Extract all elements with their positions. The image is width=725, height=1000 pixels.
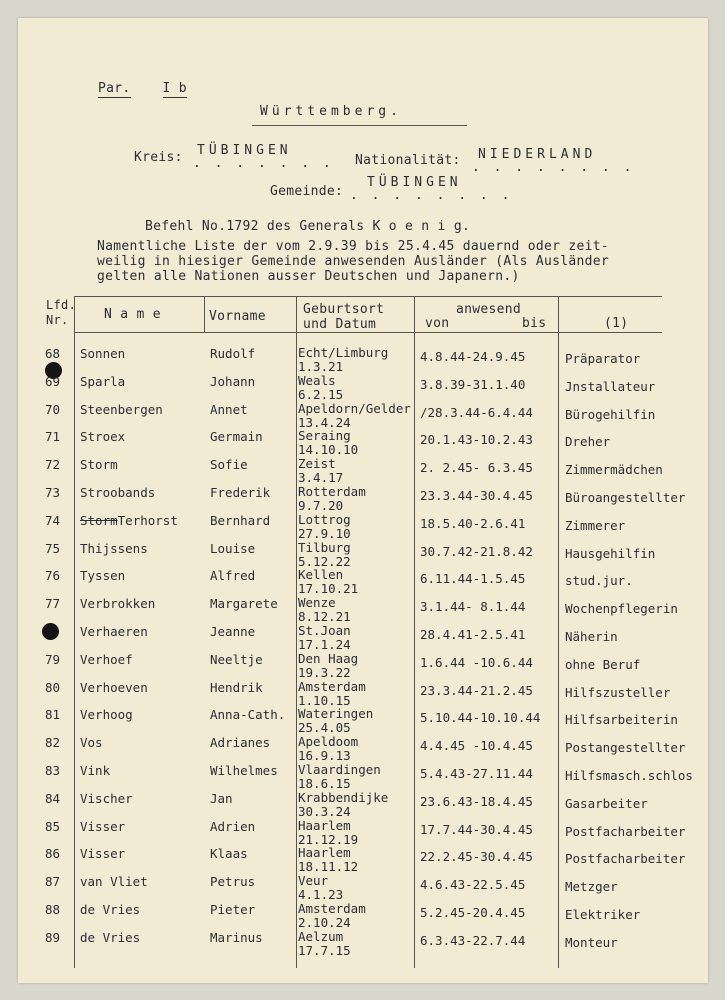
cell-name-text: Visser — [80, 818, 126, 834]
cell-geburtsdatum: 8.12.21 — [298, 609, 351, 625]
cell-name-text: Steenbergen — [80, 401, 163, 417]
cell-vorname: Frederik — [210, 485, 271, 500]
cell-geburtsort: Krabbendijke — [298, 789, 389, 805]
cell-anwesend: 18.5.40-2.6.41 — [420, 515, 526, 531]
cell-name-text: Sonnen — [80, 346, 126, 361]
table-row — [0, 845, 725, 873]
cell-geburtsdatum: 21.12.19 — [298, 831, 359, 847]
cell-name — [80, 930, 140, 945]
nationality-value: NIEDERLAND — [478, 147, 597, 162]
cell-geburtsort: Tilburg — [298, 539, 351, 555]
cell-anwesend: 6.3.43-22.7.44 — [420, 932, 526, 948]
cell-nr: 81 — [45, 707, 61, 723]
cell-anwesend: 28.4.41-2.5.41 — [420, 627, 526, 642]
cell-name-text: Thijssens — [80, 540, 148, 556]
cell-anwesend: 3.1.44- 8.1.44 — [420, 599, 526, 615]
cell-geburtsdatum: 18.6.15 — [298, 776, 351, 791]
cell-nr: 86 — [45, 846, 61, 862]
cell-geburtsort: St.Joan — [298, 623, 351, 638]
cell-geburtsort: Amsterdam — [298, 901, 366, 916]
table-row — [0, 540, 725, 568]
table-row — [0, 873, 725, 901]
cell-geburtsdatum: 1.10.15 — [298, 692, 351, 708]
cell-geburtsdatum: 17.10.21 — [298, 581, 359, 597]
gemeinde-dots: . . . . . . . . — [350, 188, 513, 203]
cell-name — [80, 680, 148, 695]
cell-geburtsdatum: 4.1.23 — [298, 887, 344, 903]
cell-name-text: Verhoeven — [80, 679, 148, 695]
cell-name-text: Verbrokken — [80, 596, 156, 612]
cell-beruf: Jnstallateur — [565, 378, 656, 394]
table-row — [0, 456, 725, 484]
cell-geburtsdatum: 5.12.22 — [298, 553, 351, 569]
table-row — [0, 345, 725, 373]
table-row — [0, 790, 725, 818]
cell-name — [80, 513, 178, 528]
col-header-nr: Nr. — [46, 313, 69, 327]
cell-name-text: Sparla — [80, 373, 126, 389]
cell-name — [80, 902, 140, 917]
cell-name — [80, 707, 133, 722]
kreis-label: Kreis: — [134, 150, 183, 165]
kreis-dots: . . . . . . . — [193, 156, 334, 171]
gemeinde-label: Gemeinde: — [270, 184, 344, 199]
cell-nr: 89 — [45, 929, 61, 945]
cell-nr: 83 — [45, 763, 61, 778]
col-header-geburtsort: Geburtsort — [303, 302, 385, 317]
cell-geburtsort: Weals — [298, 372, 336, 388]
cell-name — [80, 596, 155, 611]
cell-anwesend: 3.8.39-31.1.40 — [420, 376, 526, 392]
cell-nr: 68 — [45, 346, 61, 361]
cell-name-text: van Vliet — [80, 874, 148, 890]
cell-anwesend: 17.7.44-30.4.45 — [420, 821, 533, 837]
cell-anwesend: /28.3.44-6.4.44 — [420, 404, 533, 420]
cell-name — [80, 624, 148, 639]
cell-name — [80, 541, 148, 556]
cell-beruf: ohne Beruf — [565, 656, 641, 672]
cell-geburtsort: Apeldoom — [298, 734, 359, 750]
cell-vorname: Bernhard — [210, 512, 271, 528]
cell-vorname: Petrus — [210, 874, 256, 890]
cell-name-text: Vos — [80, 735, 103, 751]
col-header-vorname: Vorname — [209, 309, 266, 324]
cell-geburtsdatum: 17.1.24 — [298, 637, 351, 652]
cell-name — [80, 485, 155, 500]
cell-vorname: Louise — [210, 540, 256, 556]
cell-geburtsdatum: 6.2.15 — [298, 386, 344, 402]
cell-geburtsort: Haarlem — [298, 845, 351, 861]
cell-anwesend: 23.6.43-18.4.45 — [420, 793, 533, 809]
table-row — [0, 512, 725, 540]
col-header-anwesend: anwesend — [456, 302, 522, 317]
cell-beruf: Monteur — [565, 934, 618, 950]
cell-beruf: Postfacharbeiter — [565, 823, 686, 839]
cell-name-text: Stroex — [80, 429, 126, 445]
cell-geburtsort: Rotterdam — [298, 484, 366, 499]
cell-name — [80, 429, 125, 444]
cell-beruf: Gasarbeiter — [565, 795, 648, 811]
cell-beruf: Postfacharbeiter — [565, 851, 686, 867]
cell-geburtsdatum: 3.4.17 — [298, 470, 344, 486]
cell-anwesend: 4.4.45 -10.4.45 — [420, 738, 533, 754]
table-row — [0, 734, 725, 762]
cell-anwesend: 23.3.44-21.2.45 — [420, 682, 533, 698]
cell-anwesend: 4.8.44-24.9.45 — [420, 349, 526, 364]
cell-geburtsdatum: 14.10.10 — [298, 442, 359, 458]
cell-anwesend: 30.7.42-21.8.42 — [420, 543, 533, 559]
cell-beruf: Hilfsmasch.schlos — [565, 768, 693, 783]
cell-name-text: Storm — [80, 457, 118, 473]
cell-geburtsdatum: 27.9.10 — [298, 525, 351, 541]
table-row — [0, 818, 725, 846]
cell-beruf: Postangestellter — [565, 740, 686, 756]
description-line-2: weilig in hiesiger Gemeinde anwesenden Ausländer (Als Ausländer — [97, 254, 609, 269]
cell-geburtsdatum: 13.4.24 — [298, 414, 351, 430]
cell-name-text: Vink — [80, 763, 111, 778]
cell-geburtsort: Apeldorn/Gelder — [298, 400, 411, 416]
cell-vorname: Jeanne — [210, 624, 256, 639]
cell-name-text: Vischer — [80, 790, 133, 806]
cell-beruf: Dreher — [565, 434, 611, 450]
cell-geburtsdatum: 25.4.05 — [298, 720, 351, 736]
table-row — [0, 484, 725, 512]
cell-nr: 73 — [45, 485, 61, 500]
cell-anwesend: 6.11.44-1.5.45 — [420, 571, 526, 587]
table-row — [0, 595, 725, 623]
kreis-value: TÜBINGEN — [197, 143, 292, 158]
cell-anwesend: 2. 2.45- 6.3.45 — [420, 460, 533, 476]
cell-geburtsdatum: 1.3.21 — [298, 359, 344, 374]
nationality-dots: . . . . . . . . — [472, 160, 635, 175]
cell-beruf: Präparator — [565, 351, 641, 366]
cell-name — [80, 791, 133, 806]
cell-name-struck: Storm — [80, 512, 118, 528]
cell-geburtsort: Vlaardingen — [298, 762, 381, 777]
cell-vorname: Neeltje — [210, 651, 263, 667]
cell-name-text: Visser — [80, 846, 126, 862]
cell-name-text: Tyssen — [80, 568, 126, 584]
cell-geburtsdatum: 17.7.15 — [298, 942, 351, 958]
col-header-von: von — [425, 316, 450, 331]
title-underline — [252, 125, 467, 126]
description-line-3: gelten alle Nationen ausser Deutschen und Japanern.) — [97, 269, 520, 284]
cell-beruf: Zimmermädchen — [565, 462, 663, 478]
cell-name — [80, 763, 110, 778]
cell-nr: 77 — [45, 596, 61, 612]
cell-nr: 80 — [45, 679, 61, 695]
cell-beruf: Büroangestellter — [565, 490, 686, 505]
cell-nr: 75 — [45, 540, 61, 556]
cell-geburtsort: Seraing — [298, 428, 351, 444]
cell-beruf: Näherin — [565, 629, 618, 644]
cell-vorname: Rudolf — [210, 346, 256, 361]
cell-anwesend: 20.1.43-10.2.43 — [420, 432, 533, 448]
cell-geburtsort: Aelzum — [298, 928, 344, 944]
col-header-beruf: (1) — [604, 316, 629, 331]
cell-anwesend: 4.6.43-22.5.45 — [420, 877, 526, 893]
col-rule-2 — [204, 296, 205, 332]
table-row — [0, 401, 725, 429]
cell-geburtsort: Haarlem — [298, 817, 351, 833]
cell-geburtsdatum: 19.3.22 — [298, 664, 351, 680]
col-header-bis: bis — [522, 316, 547, 331]
table-row — [0, 373, 725, 401]
cell-beruf: Metzger — [565, 879, 618, 895]
cell-nr: 70 — [45, 401, 61, 417]
cell-beruf: Hilfsarbeiterin — [565, 712, 678, 728]
cell-vorname: Alfred — [210, 568, 256, 584]
cell-anwesend: 5.4.43-27.11.44 — [420, 766, 533, 781]
par-label: Par. I b — [98, 81, 187, 96]
cell-geburtsort: Lottrog — [298, 511, 351, 527]
table-row — [0, 762, 725, 790]
cell-geburtsort: Echt/Limburg — [298, 345, 389, 360]
nationality-label: Nationalität: — [355, 153, 461, 168]
cell-geburtsort: Amsterdam — [298, 678, 366, 694]
cell-name — [80, 819, 125, 834]
description-line-1: Namentliche Liste der vom 2.9.39 bis 25.4.45 dauernd oder zeit- — [97, 239, 609, 254]
table-row — [0, 901, 725, 929]
cell-geburtsort: Veur — [298, 873, 329, 889]
cell-geburtsort: Wateringen — [298, 706, 374, 722]
table-row — [0, 428, 725, 456]
cell-nr: 85 — [45, 818, 61, 834]
cell-name — [80, 735, 103, 750]
cell-name — [80, 846, 125, 861]
table-row — [0, 651, 725, 679]
cell-name-text: Verhoog — [80, 707, 133, 723]
cell-beruf: Zimmerer — [565, 517, 626, 533]
cell-vorname: Hendrik — [210, 679, 263, 695]
cell-anwesend: 1.6.44 -10.6.44 — [420, 654, 533, 670]
cell-vorname: Adrianes — [210, 735, 271, 751]
table-row — [0, 567, 725, 595]
cell-name-text: Terhorst — [117, 512, 178, 528]
cell-name-text: Verhaeren — [80, 624, 148, 639]
cell-geburtsort: Den Haag — [298, 650, 359, 666]
cell-nr: 69 — [45, 373, 61, 389]
cell-name — [80, 652, 133, 667]
cell-geburtsdatum: 18.11.12 — [298, 859, 359, 875]
cell-vorname: Annet — [210, 401, 248, 417]
cell-name — [80, 346, 125, 361]
state-title: Württemberg. — [260, 104, 402, 119]
cell-nr: 84 — [45, 790, 61, 806]
cell-name — [80, 374, 125, 389]
cell-name — [80, 457, 118, 472]
cell-name — [80, 402, 163, 417]
cell-beruf: Wochenpflegerin — [565, 601, 678, 617]
cell-beruf: Hausgehilfin — [565, 545, 656, 561]
cell-nr: 76 — [45, 568, 61, 584]
cell-nr: 74 — [45, 512, 61, 528]
cell-geburtsdatum: 30.3.24 — [298, 803, 351, 819]
cell-vorname: Germain — [210, 429, 263, 445]
col-header-name: N a m e — [104, 307, 161, 322]
cell-geburtsdatum: 2.10.24 — [298, 915, 351, 930]
cell-anwesend: 5.10.44-10.10.44 — [420, 710, 541, 726]
table-top-rule — [74, 296, 662, 297]
cell-vorname: Jan — [210, 790, 233, 806]
cell-geburtsort: Zeist — [298, 456, 336, 472]
cell-vorname: Sofie — [210, 457, 248, 473]
col-header-datum: und Datum — [303, 317, 377, 332]
cell-vorname: Margarete — [210, 596, 278, 612]
cell-nr: 88 — [45, 902, 61, 917]
col-header-lfd: Lfd. — [46, 298, 77, 312]
cell-geburtsort: Wenze — [298, 595, 336, 611]
cell-nr: 87 — [45, 874, 61, 890]
cell-anwesend: 5.2.45-20.4.45 — [420, 905, 526, 920]
order-line: Befehl No.1792 des Generals K o e n i g. — [145, 219, 471, 234]
cell-anwesend: 23.3.44-30.4.45 — [420, 488, 533, 503]
cell-name-text: Stroobands — [80, 485, 156, 500]
cell-nr: 71 — [45, 429, 61, 445]
cell-name — [80, 874, 148, 889]
table-header-rule — [74, 332, 662, 333]
cell-name-text: Verhoef — [80, 651, 133, 667]
cell-beruf: Bürogehilfin — [565, 406, 656, 422]
cell-name — [80, 568, 125, 583]
cell-nr: 82 — [45, 735, 61, 751]
cell-anwesend: 22.2.45-30.4.45 — [420, 849, 533, 865]
cell-beruf: Hilfszusteller — [565, 684, 671, 700]
gemeinde-value: TÜBINGEN — [367, 175, 462, 190]
table-row — [0, 929, 725, 957]
cell-vorname: Wilhelmes — [210, 763, 278, 778]
cell-vorname: Pieter — [210, 902, 256, 917]
cell-vorname: Anna-Cath. — [210, 707, 286, 723]
table-row — [0, 623, 725, 651]
cell-nr: 72 — [45, 457, 61, 473]
cell-name-text: de Vries — [80, 929, 141, 945]
table-row — [0, 706, 725, 734]
cell-beruf: stud.jur. — [565, 573, 633, 589]
cell-vorname: Klaas — [210, 846, 248, 862]
table-row — [0, 679, 725, 707]
cell-geburtsdatum: 9.7.20 — [298, 498, 344, 513]
cell-name-text: de Vries — [80, 902, 141, 917]
cell-geburtsort: Kellen — [298, 567, 344, 583]
cell-vorname: Marinus — [210, 929, 263, 945]
cell-vorname: Johann — [210, 373, 256, 389]
cell-geburtsdatum: 16.9.13 — [298, 748, 351, 764]
cell-vorname: Adrien — [210, 818, 256, 834]
cell-beruf: Elektriker — [565, 907, 641, 922]
cell-nr: 79 — [45, 651, 61, 667]
